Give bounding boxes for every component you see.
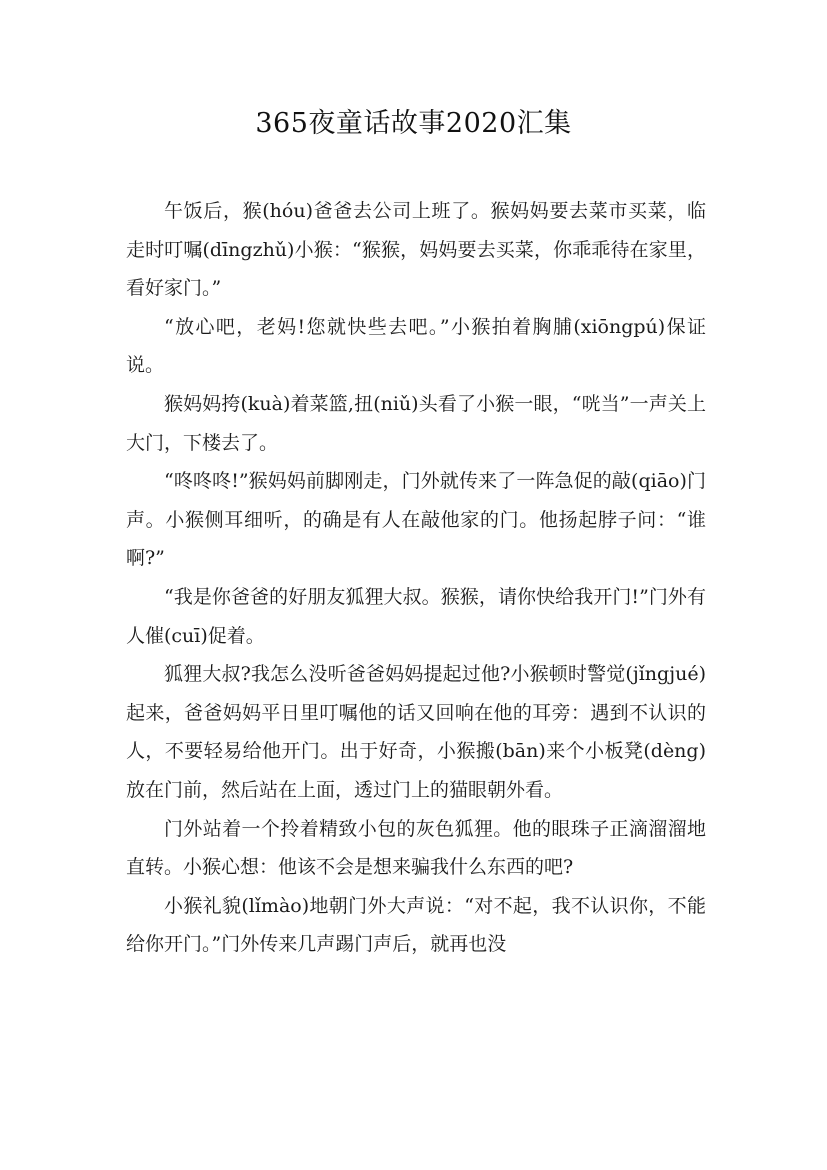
paragraph: 小猴礼貌(lǐmào)地朝门外大声说：“对不起，我不认识你，不能给你开门。”门外传来几声踢门声后，就再也没 (126, 894, 706, 956)
paragraph: 狐狸大叔?我怎么没听爸爸妈妈提起过他?小猴顿时警觉(jǐngjué)起来，爸爸妈妈平日里叮嘱他的话又回响在他的耳旁：遇到不认识的人，不要轻易给他开门。出于好奇，小猴搬(bān)来个小板凳(dèng)放在门前，然后站在上面，透过门上的猫眼朝外看。 (126, 663, 706, 801)
document-body (126, 192, 706, 964)
paragraph: 午饭后，猴(hóu)爸爸去公司上班了。猴妈妈要去菜市买菜，临走时叮嘱(dīngzhǔ)小猴：“猴猴，妈妈要去买菜，你乖乖待在家里，看好家门。” (126, 200, 706, 300)
paragraph: “放心吧，老妈!您就快些去吧。”小猴拍着胸脯(xiōngpú)保证说。 (126, 315, 706, 377)
document-title: 365夜童话故事2020汇集 (255, 108, 572, 139)
paragraph: 门外站着一个拎着精致小包的灰色狐狸。他的眼珠子正滴溜溜地直转。小猴心想：他该不会是想来骗我什么东西的吧? (126, 817, 706, 879)
paragraph: “我是你爸爸的好朋友狐狸大叔。猴猴，请你快给我开门!”门外有人催(cuī)促着。 (126, 585, 706, 647)
paragraph: 猴妈妈挎(kuà)着菜篮,扭(niǔ)头看了小猴一眼，“咣当”一声关上大门，下楼去了。 (126, 392, 706, 454)
paragraph: “咚咚咚!”猴妈妈前脚刚走，门外就传来了一阵急促的敲(qiāo)门声。小猴侧耳细听，的确是有人在敲他家的门。他扬起脖子问：“谁啊?” (126, 470, 706, 570)
